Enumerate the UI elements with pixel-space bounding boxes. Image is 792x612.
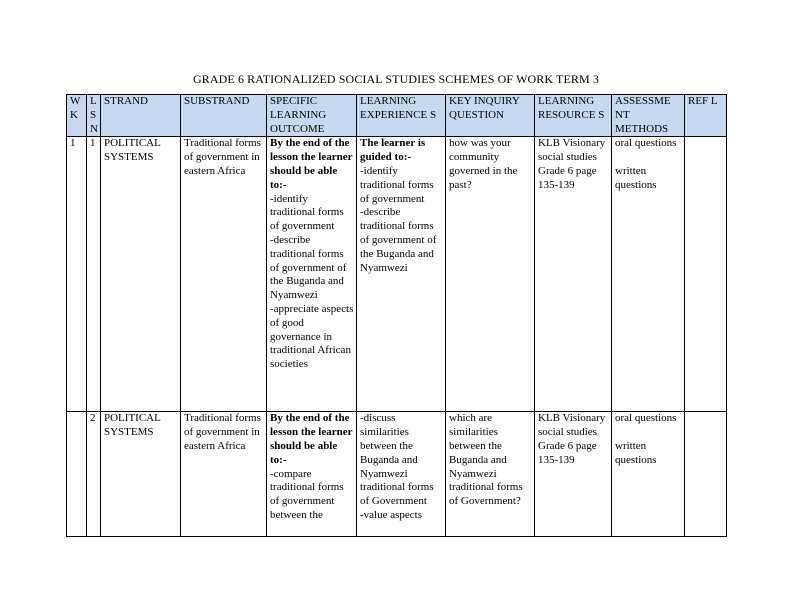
cell-substrand: Traditional forms of government in eastern Africa: [181, 137, 267, 412]
header-strand: STRAND: [101, 95, 181, 137]
cell-assessment: [612, 137, 685, 412]
cell-lesson: 2: [87, 412, 101, 537]
cell-inquiry: how was your community governed in the past?: [446, 137, 535, 412]
experience-item: -identify traditional forms of government: [360, 164, 434, 205]
scheme-of-work-table: [66, 94, 727, 537]
header-assessment: ASSESSME NT METHODS: [612, 95, 685, 137]
cell-outcome: [267, 137, 357, 412]
cell-resources: KLB Visionary social studies Grade 6 page 135-139: [535, 412, 612, 537]
cell-reflection: [685, 412, 727, 537]
document-title: GRADE 6 RATIONALIZED SOCIAL STUDIES SCHEMES OF WORK TERM 3: [193, 72, 599, 86]
outcome-intro: By the end of the lesson the learner should be able to:-: [270, 412, 353, 466]
outcome-intro: By the end of the lesson the learner should be able to:-: [270, 137, 353, 191]
cell-experiences: [357, 137, 446, 412]
assessment-item: written questions: [615, 439, 657, 466]
assessment-item: oral questions: [615, 137, 677, 150]
experience-item: -describe traditional forms of government of the Buganda and Nyamwezi: [360, 206, 437, 274]
cell-resources: KLB Visionary social studies Grade 6 page 135-139: [535, 137, 612, 412]
header-experiences: LEARNING EXPERIENCE S: [357, 95, 446, 137]
cell-inquiry: which are similarities between the Buganda and Nyamwezi traditional forms of Government?: [446, 412, 535, 537]
header-resources: LEARNING RESOURCE S: [535, 95, 612, 137]
cell-week: 1: [67, 137, 87, 412]
outcome-item: -identify traditional forms of government: [270, 192, 344, 233]
cell-lesson: 1: [87, 137, 101, 412]
outcome-item: -describe traditional forms of government of the Buganda and Nyamwezi: [270, 233, 347, 302]
outcome-item: -compare traditional forms of government between the: [270, 467, 344, 521]
header-lesson: L S N: [87, 95, 101, 137]
table-row: [67, 137, 727, 412]
assessment-item: written questions: [615, 164, 657, 191]
header-inquiry: KEY INQUIRY QUESTION: [446, 95, 535, 137]
cell-assessment: [612, 412, 685, 537]
cell-reflection: [685, 137, 727, 412]
header-substrand: SUBSTRAND: [181, 95, 267, 137]
cell-week: [67, 412, 87, 537]
header-reflection: REF L: [685, 95, 727, 137]
table-row: [67, 412, 727, 537]
cell-experiences: [357, 412, 446, 537]
table-header-row: [67, 95, 727, 137]
header-outcome: SPECIFIC LEARNING OUTCOME: [267, 95, 357, 137]
outcome-item: -appreciate aspects of good governance in traditional African societies: [270, 302, 354, 371]
cell-outcome: [267, 412, 357, 537]
experience-item: -value aspects: [360, 508, 422, 521]
experience-item: -discuss similarities between the Buganda and Nyamwezi traditional forms of Government: [360, 412, 434, 508]
assessment-item: oral questions: [615, 412, 677, 425]
cell-strand: POLITICAL SYSTEMS: [101, 412, 181, 537]
experience-intro: The learner is guided to:-: [360, 137, 426, 164]
cell-strand: POLITICAL SYSTEMS: [101, 137, 181, 412]
header-week: W K: [67, 95, 87, 137]
cell-substrand: Traditional forms of government in eastern Africa: [181, 412, 267, 537]
